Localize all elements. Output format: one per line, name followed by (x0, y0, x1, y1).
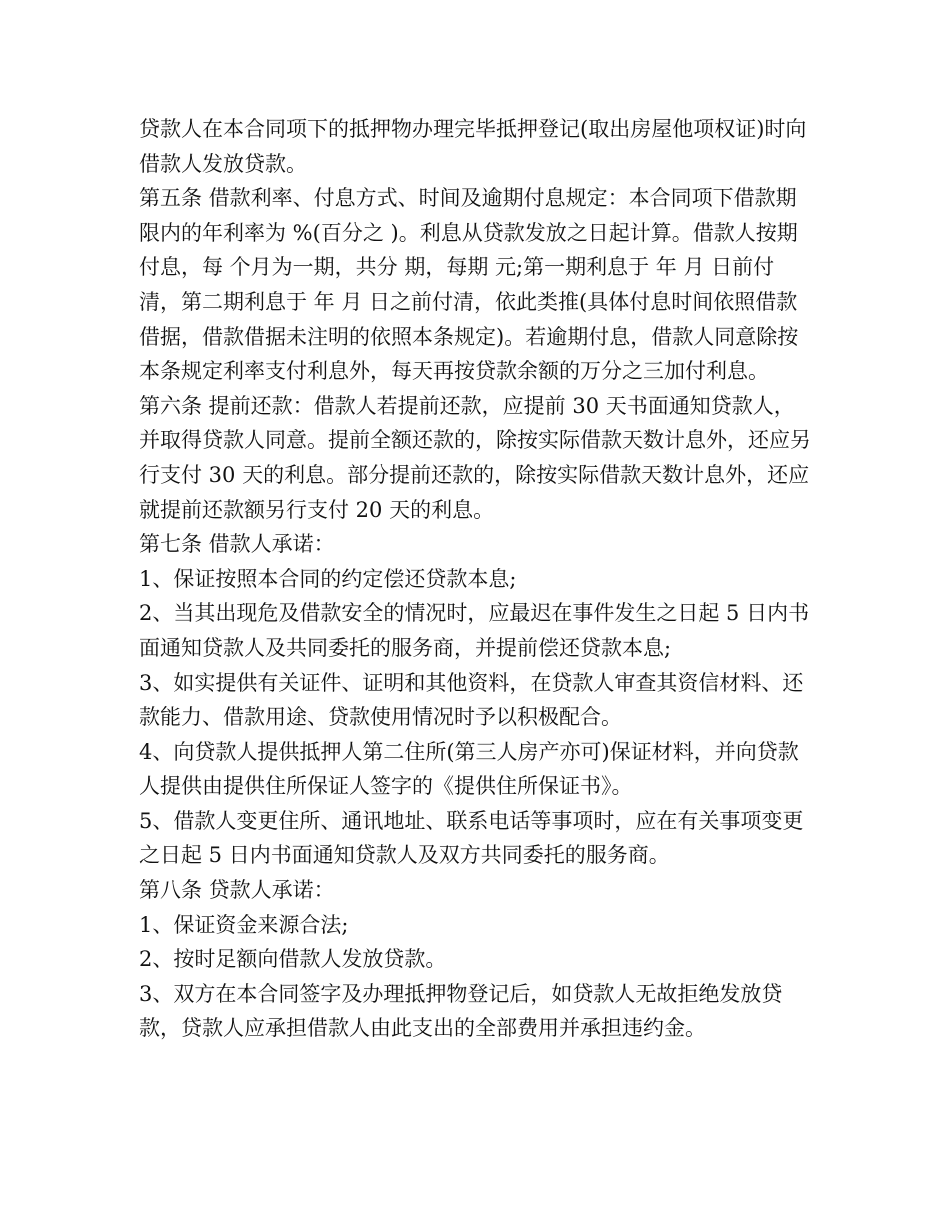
list-item-lender-2: 2、按时足额向借款人发放贷款。 (139, 947, 447, 972)
document-body (139, 112, 815, 1046)
paragraph-article-5-interest: 第五条 借款利率、付息方式、时间及逾期付息规定：本合同项下借款期限内的年利率为 %(百分之 )。利息从贷款发放之日起计算。借款人按期付息，每 个月为一期，共分 期，每期 元;第一期利息于 年 月 日前付清，第二期利息于 年 月 日之前付清，依此类推(具体付息时间依照借款借据，借款借据未注明的依照本条规定)。若逾期付息，借款人同意除按本条规定利率支付利息外，每天再按贷款余额的万分之三加付利息。 (139, 186, 799, 384)
paragraph-loan-disbursement: 贷款人在本合同项下的抵押物办理完毕抵押登记(取出房屋他项权证)时向借款人发放贷款。 (139, 117, 807, 176)
paragraph-article-6-prepayment: 第六条 提前还款：借款人若提前还款，应提前 30 天书面通知贷款人，并取得贷款人同意。提前全额还款的，除按实际借款天数计息外，还应另行支付 30 天的利息。部分提前还款的，除按实际借款天数计息外，还应就提前还款额另行支付 20 天的利息。 (139, 393, 811, 522)
list-item-borrower-2: 2、当其出现危及借款安全的情况时，应最迟在事件发生之日起 5 日内书面通知贷款人及共同委托的服务商，并提前偿还贷款本息; (139, 601, 810, 660)
heading-article-7-borrower-commitments: 第七条 借款人承诺： (139, 532, 335, 557)
list-item-lender-1: 1、保证资金来源合法; (139, 912, 349, 937)
list-item-borrower-1: 1、保证按照本合同的约定偿还贷款本息; (139, 566, 517, 591)
heading-article-8-lender-commitments: 第八条 贷款人承诺： (139, 878, 335, 903)
list-item-borrower-3: 3、如实提供有关证件、证明和其他资料，在贷款人审查其资信材料、还款能力、借款用途、贷款使用情况时予以积极配合。 (139, 670, 804, 730)
list-item-borrower-5: 5、借款人变更住所、通讯地址、联系电话等事项时，应在有关事项变更之日起 5 日内书面通知贷款人及双方共同委托的服务商。 (139, 808, 804, 868)
list-item-lender-3: 3、双方在本合同签字及办理抵押物登记后，如贷款人无故拒绝发放贷款，贷款人应承担借款人由此支出的全部费用并承担违约金。 (139, 981, 783, 1041)
list-item-borrower-4: 4、向贷款人提供抵押人第二住所(第三人房产亦可)保证材料，并向贷款人提供由提供住所保证人签字的《提供住所保证书》。 (139, 739, 799, 799)
